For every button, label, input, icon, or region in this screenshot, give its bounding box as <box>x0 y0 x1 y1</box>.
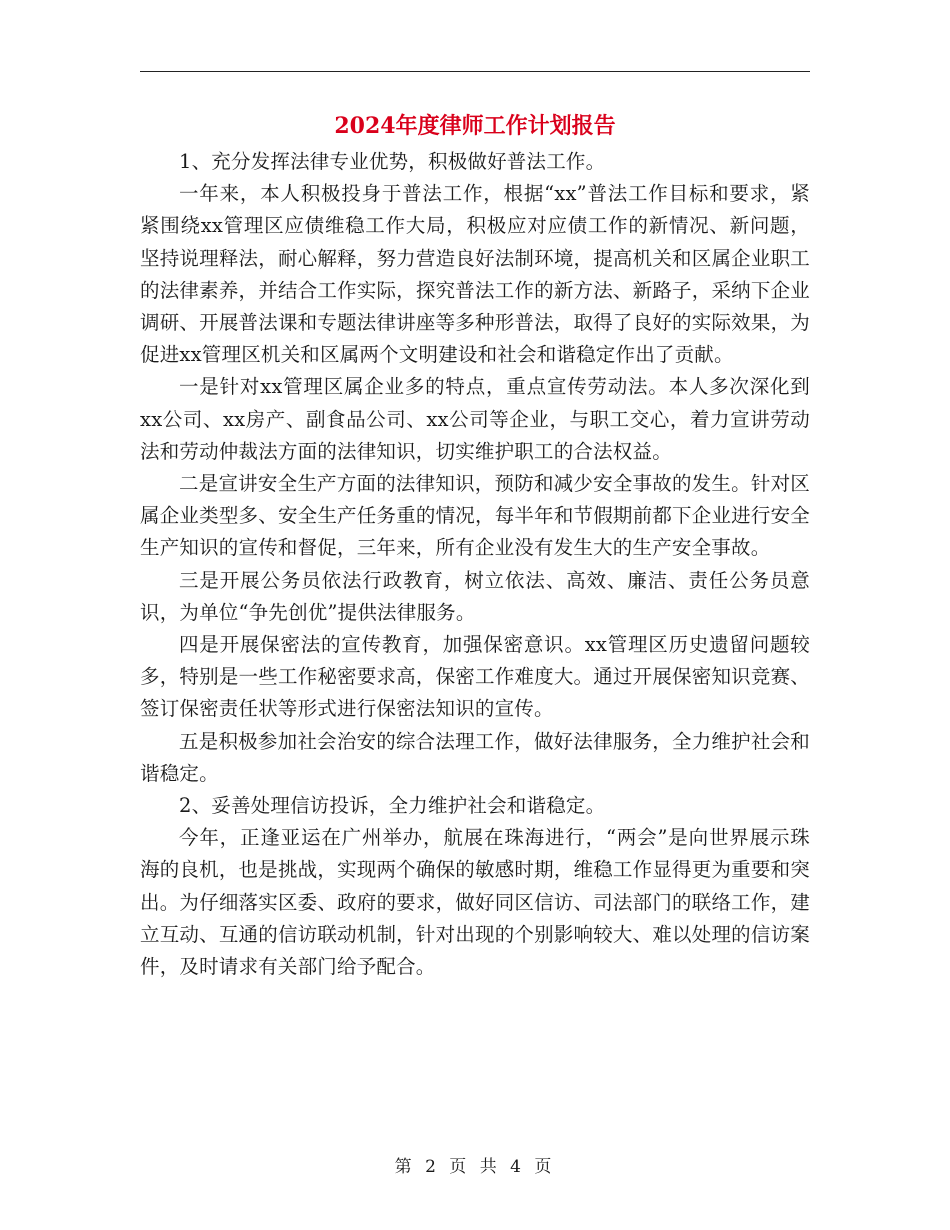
body-paragraph: 二是宣讲安全生产方面的法律知识，预防和减少安全事故的发生。针对区属企业类型多、安全生产任务重的情况，每半年和节假期前都下企业进行安全生产知识的宣传和督促，三年来，所有企业没有发生大的生产安全事故。 <box>140 472 810 560</box>
body-paragraph: 四是开展保密法的宣传教育，加强保密意识。xx管理区历史遗留问题较多，特别是一些工作秘密要求高，保密工作难度大。通过开展保密知识竞赛、签订保密责任状等形式进行保密法知识的宣传。 <box>140 633 810 721</box>
body-paragraph: 三是开展公务员依法行政教育，树立依法、高效、廉洁、责任公务员意识，为单位“争先创优”提供法律服务。 <box>140 568 810 624</box>
document-body <box>140 146 810 983</box>
body-paragraph: 一是针对xx管理区属企业多的特点，重点宣传劳动法。本人多次深化到xx公司、xx房产、副食品公司、xx公司等企业，与职工交心，着力宣讲劳动法和劳动仲裁法方面的法律知识，切实维护职工的合法权益。 <box>140 375 810 463</box>
body-paragraph: 一年来，本人积极投身于普法工作，根据“xx”普法工作目标和要求，紧紧围绕xx管理区应债维稳工作大局，积极应对应债工作的新情况、新问题，坚持说理释法，耐心解释，努力营造良好法制环境，提高机关和区属企业职工的法律素养，并结合工作实际，探究普法工作的新方法、新路子，采纳下企业调研、开展普法课和专题法律讲座等多种形普法，取得了良好的实际效果，为促进xx管理区机关和区属两个文明建设和社会和谐稳定作出了贡献。 <box>140 182 810 367</box>
body-paragraph: 1、充分发挥法律专业优势，积极做好普法工作。 <box>179 150 606 173</box>
document-title: 2024年度律师工作计划报告 <box>334 113 616 139</box>
page-number: 第 2 页 共 4 页 <box>394 1157 556 1177</box>
body-paragraph: 五是积极参加社会治安的综合法理工作，做好法律服务，全力维护社会和谐稳定。 <box>140 729 810 785</box>
body-paragraph: 今年，正逢亚运在广州举办，航展在珠海进行，“两会”是向世界展示珠海的良机，也是挑战，实现两个确保的敏感时期，维稳工作显得更为重要和突出。为仔细落实区委、政府的要求，做好同区信访、司法部门的联络工作，建立互动、互通的信访联动机制，针对出现的个别影响较大、难以处理的信访案件，及时请求有关部门给予配合。 <box>140 826 810 979</box>
header-rule <box>140 71 810 72</box>
body-paragraph: 2、妥善处理信访投诉，全力维护社会和谐稳定。 <box>179 794 606 818</box>
